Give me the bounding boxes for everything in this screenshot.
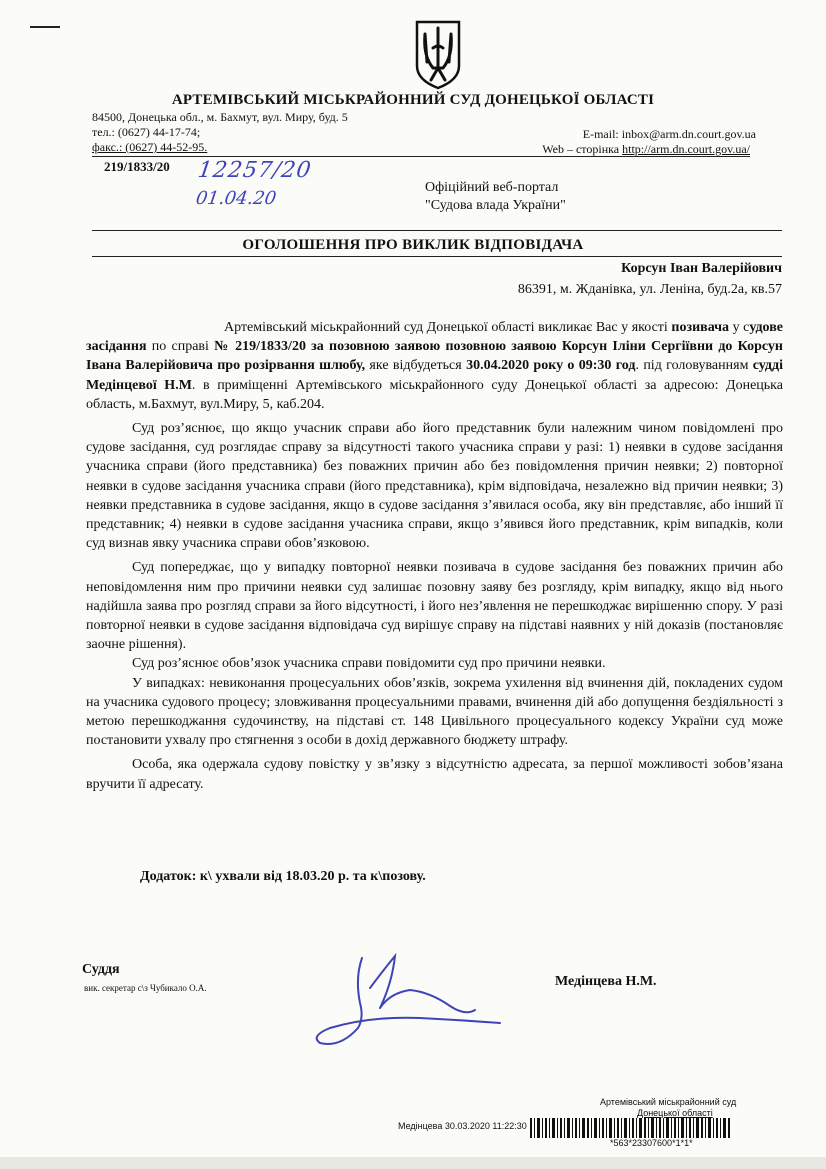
announcement-title: ОГОЛОШЕННЯ ПРО ВИКЛИК ВІДПОВІДАЧА [242, 237, 584, 253]
stamp-court-line-1: Артемівський міськрайонний суд [600, 1097, 737, 1107]
court-email: E-mail: inbox@arm.dn.court.gov.ua [582, 127, 756, 141]
court-phone: тел.: (0627) 44-17-74; [92, 125, 201, 139]
text-span: судді Медінцевої Н.М [86, 358, 783, 393]
barcode-icon [530, 1118, 730, 1138]
text-span: . під головуванням [635, 358, 753, 374]
announcement-body [86, 318, 783, 794]
handwritten-registration: 12257/20 [196, 158, 314, 183]
recipient-name: Корсун Іван Валерійович [621, 261, 782, 276]
web-label: Web – сторінка [542, 142, 623, 156]
top-mark [30, 26, 60, 28]
court-address: 84500, Донецька обл., м. Бахмут, вул. Миру, буд. 5 [92, 110, 348, 124]
web-link[interactable]: http://arm.dn.court.gov.ua/ [622, 142, 750, 156]
text-span: Артемівський міськрайонний суд Донецької області викликає Вас у якості [224, 320, 672, 335]
text-span: № 219/1833/20 за позовною заявою позовною заявою Корсун Ілiни Сергіївни до Корсун Івана Валерійовича про розірвання шлюбу, [86, 339, 783, 374]
text-span: 30.04.2020 року о 09:30 год [466, 358, 636, 374]
title-divider-top [92, 230, 782, 231]
text-span: . в приміщенні Артемівського міськрайонного суду Донецької області за адресою: Донецька область, м.Бахмут, вул.Миру, 5, каб.204. [86, 377, 783, 412]
paragraph-summons [86, 318, 783, 414]
text-span: яке відбудеться [365, 358, 467, 374]
court-website [542, 142, 750, 157]
paragraph-fine: У випадках: невиконання процесуальних обов’язків, зокрема ухилення від вчинення дій, покладених судом на учасника судового процесу; зловживання процесуальними правами, вчинення дій або допущення бездіяльності з метою перешкоджання судочинству, на підставі ст. 148 Цивільного процесуального кодексу України суд може постановити ухвалу про стягнення з особи в дохід державного бюджету штрафу. [86, 675, 783, 749]
header-divider [92, 156, 750, 157]
portal-line-2: "Судова влада України" [425, 198, 566, 213]
barcode-number: *563*23307600*1*1* [610, 1138, 693, 1148]
court-name: АРТЕМІВСЬКИЙ МІСЬКРАЙОННИЙ СУД ДОНЕЦЬКОЇ ОБЛАСТІ [171, 92, 655, 108]
paragraph-absence-rules: Суд роз’яснює, що якщо учасник справи або його представник були належним чином повідомлені про судове засідання, суд розглядає справу за відсутності такого учасника справи у разі: 1) неявки в судове засідання учасника справи (його представника) без поважних причин або без повідомлення причин неявки; 2) повторної неявки в судове засідання учасника справи (його представника), крім відповідача, незалежно від причин неявки; 3) неявки представника в судове засідання, якщо в судове засідання з’явилася особа, яку він представляє, або інший її представник; 4) неявки в судове засідання учасника справи, якщо з’явився його представник, крім випадків, коли суд визнав явку учасника справи обов’язковою. [86, 421, 783, 552]
signer-role: Суддя [82, 962, 120, 977]
portal-line-1: Офіційний веб-портал [425, 180, 559, 195]
text-span: по справі [146, 339, 215, 355]
e-signature-stamp: Медінцева 30.03.2020 11:22:30 [398, 1121, 527, 1131]
handwritten-date: 01.04.20 [194, 188, 278, 209]
text-span: позивача [671, 320, 730, 335]
text-span: у с [729, 320, 750, 335]
stamp-court-line-2: Донецької області [637, 1108, 713, 1118]
handwritten-signature [300, 948, 530, 1053]
title-divider-bottom [92, 256, 782, 257]
secretary-line: вик. секретар с\з Чубикало О.А. [84, 983, 207, 993]
signer-name: Медінцева Н.М. [555, 974, 657, 989]
scan-edge [0, 1157, 826, 1169]
case-number: 219/1833/20 [104, 159, 170, 174]
trident-emblem-icon [413, 18, 463, 90]
paragraph-warning: Суд попереджає, що у випадку повторної неявки позивача в судове засідання без поважних причин або неповідомлення ним про причини неявки суд залишає позовну заяву без розгляду, крім випадку, якщо від нього надійшла заява про розгляд справи за його відсутності, і його нез’явлення не перешкоджає вирішенню спору. У разі повторної неявки в судове засідання відповідача суд вирішує справу на підставі наявних у ній доказів (постановляє заочне рішення). [86, 560, 783, 653]
text-span: удове засідання [86, 320, 783, 355]
paragraph-delivery: Особа, яка одержала судову повістку у зв’язку з відсутністю адресата, за першої можливості зобов’язана вручити її адресату. [86, 757, 783, 792]
court-fax: факс.: (0627) 44-52-95. [92, 140, 208, 154]
recipient-address: 86391, м. Жданівка, ул. Леніна, буд.2а, кв.57 [517, 282, 782, 297]
paragraph-duty-notify: Суд роз’яснює обов’язок учасника справи повідомити суд про причини неявки. [132, 656, 606, 672]
appendix-line: Додаток: к\ ухвали від 18.03.20 р. та к\позову. [140, 869, 426, 884]
